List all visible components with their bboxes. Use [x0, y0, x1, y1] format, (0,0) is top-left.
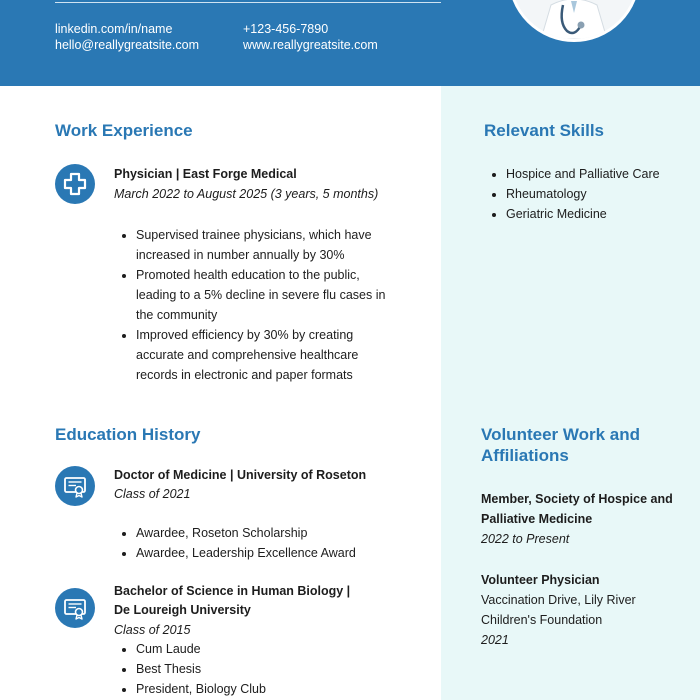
- volunteer-dates: 2021: [481, 633, 509, 647]
- list-item: • Best Thesis: [136, 659, 401, 679]
- contact-phone[interactable]: +123-456-7890: [243, 22, 329, 36]
- medical-cross-icon: [55, 164, 95, 204]
- education-heading: Bachelor of Science in Human Biology |: [114, 584, 351, 598]
- job-dates: March 2022 to August 2025 (3 years, 5 months): [114, 187, 379, 201]
- education-bullets: [114, 523, 401, 563]
- doctor-photo: [508, 0, 640, 42]
- certificate-icon: [55, 588, 95, 628]
- list-item: • Hospice and Palliative Care: [506, 164, 700, 184]
- volunteer-org: Vaccination Drive, Lily River: [481, 593, 636, 607]
- volunteer-title: Affiliations: [481, 446, 569, 465]
- job-bullets: [114, 225, 401, 385]
- volunteer-role: Palliative Medicine: [481, 512, 593, 526]
- list-item: • Improved efficiency by 30% by creating accurate and comprehensive healthcare records in electronic and paper formats: [136, 325, 401, 385]
- education-heading: De Loureigh University: [114, 603, 251, 617]
- job-heading: Physician | East Forge Medical: [114, 167, 297, 181]
- volunteer-org: Children's Foundation: [481, 613, 603, 627]
- list-item: • Awardee, Roseton Scholarship: [136, 523, 401, 543]
- contact-website[interactable]: www.reallygreatsite.com: [243, 38, 378, 52]
- list-item: • Geriatric Medicine: [506, 204, 700, 224]
- volunteer-dates: 2022 to Present: [481, 532, 570, 546]
- volunteer-title: Volunteer Work and: [481, 425, 641, 444]
- list-item: • Awardee, Leadership Excellence Award: [136, 543, 401, 563]
- list-item: • President, Biology Club: [136, 679, 401, 699]
- list-item: • Rheumatology: [506, 184, 700, 204]
- contact-linkedin[interactable]: linkedin.com/in/name: [55, 22, 173, 36]
- certificate-icon: [55, 466, 95, 506]
- skills-list: [484, 164, 700, 224]
- contact-email[interactable]: hello@reallygreatsite.com: [55, 38, 200, 52]
- work-experience-title: Work Experience: [55, 121, 193, 140]
- education-dates: Class of 2015: [114, 623, 191, 637]
- education-history-title: Education History: [55, 425, 201, 444]
- list-item: • Supervised trainee physicians, which have increased in number annually by 30%: [136, 225, 401, 265]
- relevant-skills-title: Relevant Skills: [484, 121, 605, 140]
- list-item: • Cum Laude: [136, 639, 401, 659]
- education-heading: Doctor of Medicine | University of Roseton: [114, 468, 367, 482]
- education-dates: Class of 2021: [114, 487, 191, 501]
- header-divider: [55, 2, 441, 3]
- volunteer-role: Volunteer Physician: [481, 573, 600, 587]
- volunteer-role: Member, Society of Hospice and: [481, 492, 673, 506]
- education-bullets: [114, 639, 401, 699]
- header-bar: [0, 0, 700, 86]
- list-item: • Promoted health education to the public, leading to a 5% decline in severe flu cases in the community: [136, 265, 401, 325]
